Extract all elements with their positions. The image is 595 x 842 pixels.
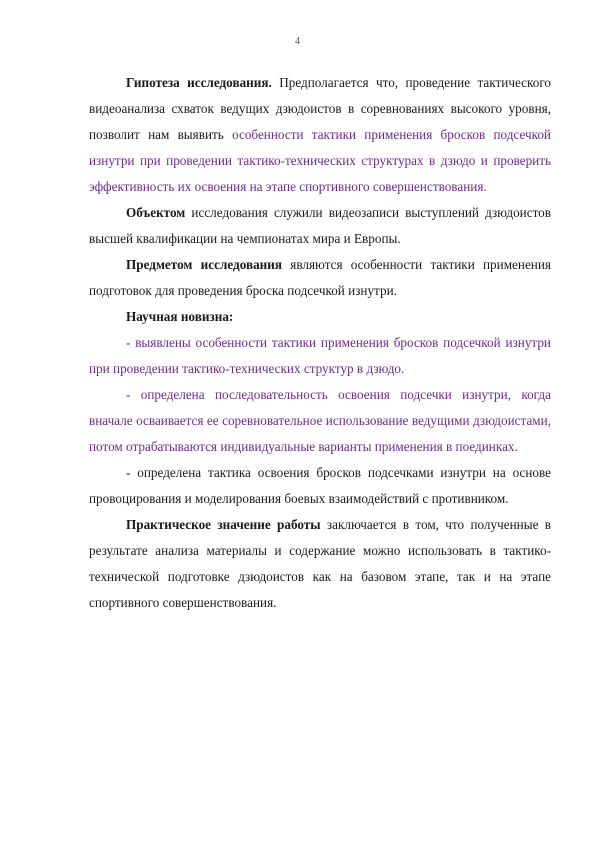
hypothesis-text: Предполагается что, проведение тактического видеоанализа схваток ведущих дзюдоистов в соревнованиях высокого уровня, позволит нам выявить bbox=[89, 75, 551, 142]
page-number: 4 bbox=[295, 36, 300, 47]
novelty-label: Научная новизна: bbox=[126, 309, 234, 324]
hypothesis-highlight: особенности тактики применения бросков подсечкой изнутри при проведении тактико-технических структурах в дзюдо и проверить эффективность их освоения на этапе спортивного совершенствования. bbox=[89, 127, 551, 194]
document-body bbox=[89, 70, 551, 616]
object-text: исследования служили видеозаписи выступлений дзюдоистов высшей квалификации на чемпионатах мира и Европы. bbox=[89, 205, 551, 246]
novelty-item-1: - выявлены особенности тактики применения бросков подсечкой изнутри при проведении тактико-технических структур в дзюдо. bbox=[89, 335, 551, 376]
novelty-heading bbox=[89, 304, 551, 330]
novelty-item-2: - определена последовательность освоения подсечки изнутри, когда вначале осваивается ее соревновательное использование ведущими дзюдоистами, потом отрабатываются индивидуальные варианты применения в поединках. bbox=[89, 387, 551, 454]
object-paragraph bbox=[89, 200, 551, 252]
practical-paragraph bbox=[89, 512, 551, 616]
subject-paragraph bbox=[89, 252, 551, 304]
subject-text: являются особенности тактики применения подготовок для проведения броска подсечкой изнутри. bbox=[89, 257, 551, 298]
hypothesis-paragraph bbox=[89, 70, 551, 200]
novelty-item-3: - определена тактика освоения бросков подсечками изнутри на основе провоцирования и моделирования боевых взаимодействий с противником. bbox=[89, 465, 551, 506]
object-label: Объектом bbox=[126, 205, 186, 220]
practical-label: Практическое значение работы bbox=[126, 517, 321, 532]
subject-label: Предметом исследования bbox=[126, 257, 283, 272]
practical-text: заключается в том, что полученные в результате анализа материалы и содержание можно использовать в тактико-технической подготовке дзюдоистов как на базовом этапе, так и на этапе спортивного совершенствования. bbox=[89, 517, 551, 610]
hypothesis-label: Гипотеза исследования. bbox=[126, 75, 272, 90]
